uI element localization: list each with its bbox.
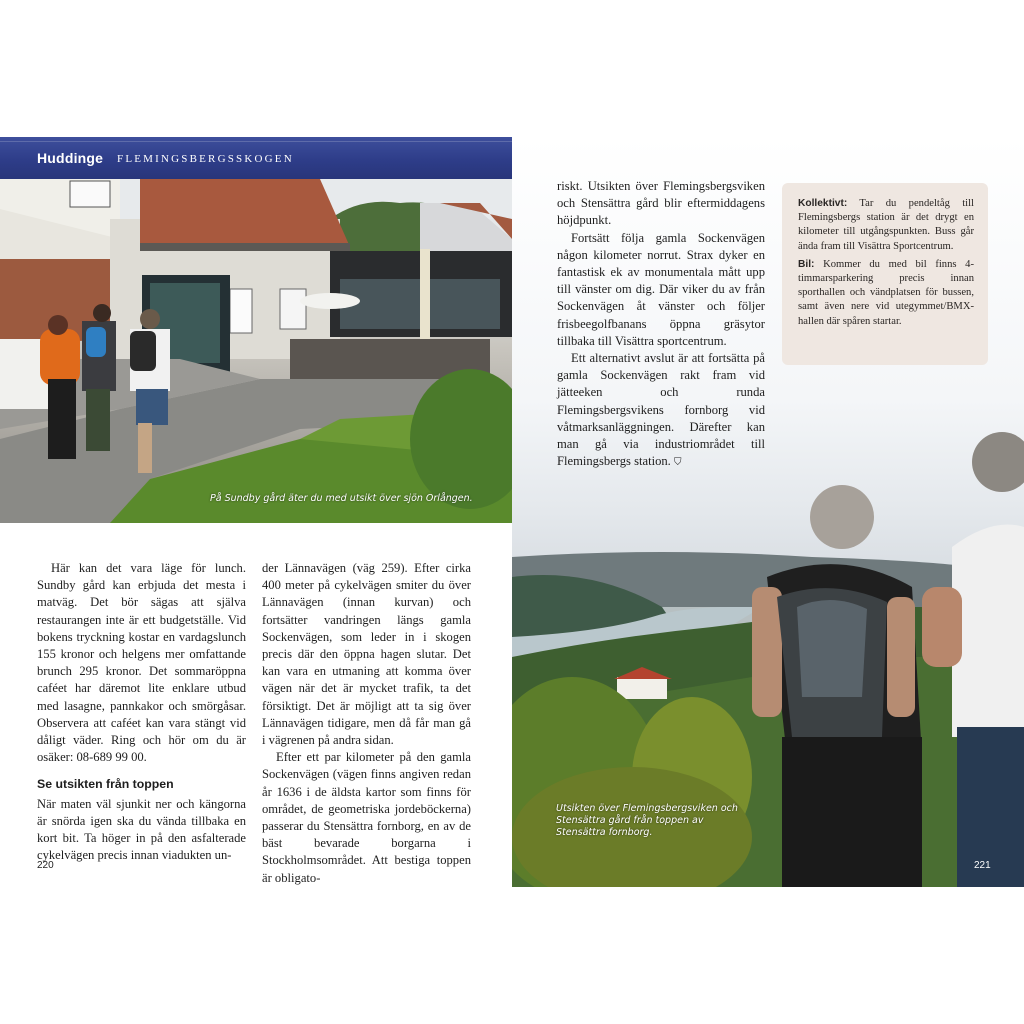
paragraph: När maten väl sjunkit ner och kängorna är snörda igen ska du vända tillbaka en kort bit. Ta höger in på den asfalterade cykelvägen precis innan viadukten un- [37, 796, 246, 863]
paragraph: Fortsätt följa gamla Sockenvägen någon kilometer norrut. Strax dyker en fantastisk ek av monumentala mått upp till vänster om dig. Där viker du av från Sockenvägen åt vänster och följer frisbeegolfbanans öppna gräsytor tillbaka till Visättra sportcentrum. [557, 230, 765, 348]
right-page [512, 137, 1024, 887]
header-place: Huddinge [37, 150, 104, 166]
right-photo-caption: Utsikten över Flemingsbergsviken och Stensättra gård från toppen av Stensättra fornborg. [556, 803, 738, 838]
section-heading: Se utsikten från toppen [37, 777, 174, 792]
info-transit-label: Kollektivt: [798, 198, 848, 209]
info-transit [798, 197, 974, 254]
info-car [798, 258, 974, 329]
page-number-left: 220 [37, 860, 54, 871]
paragraph: riskt. Utsikten över Flemingsbergsviken och Stensättra gård blir eftermiddagens höjdpunkt. [557, 179, 765, 228]
paragraph: der Lännavägen (väg 259). Efter cirka 400 meter på cykelvägen smiter du över Lännavägen (innan kurvan) och fortsätter vandringen längs gamla Sockenvägen, som leder in i skogen precis där den öppna hagen slutar. Det kan vara en utmaning att komma över vägen när det är mycket trafik, ta det försiktigt. Det är möjligt att ta sig över Lännavägen tidigare, men då får man gå i vägrenen på andra sidan. [262, 561, 471, 748]
paragraph-text: Ett alternativt avslut är att fortsätta på gamla Sockenvägen rakt fram vid jätteeken och runda Flemingsbergsvikens fornborg vid våtmarksanläggningen. Därefter kan man gå via industriområdet till Flemingsbergs station. [557, 351, 765, 469]
chapter-header [0, 137, 512, 179]
info-transit-text: Tar du pendeltåg till Flemingsbergs station är det drygt en kilometer till utgångspunkten. Buss går ända fram till Visättra Sportcentrum. [798, 198, 974, 252]
header-section: FLEMINGSBERGSSKOGEN [117, 153, 294, 165]
left-page [0, 137, 512, 887]
paragraph [557, 350, 765, 471]
info-car-text: Kommer du med bil finns 4-timmarsparkering precis innan sporthallen och vändplatsen för bussen, samt även nere vid utegymmet/BMX-hallen där spåren startar. [798, 258, 974, 327]
left-text-column-2 [262, 560, 471, 887]
sundby-photo-illustration [0, 179, 512, 523]
sundby-gard-photo [0, 179, 512, 523]
page-number-right: 221 [974, 860, 991, 871]
book-spread [0, 137, 1024, 887]
paragraph: Här kan det vara läge för lunch. Sundby gård kan erbjuda det mesta i matväg. Det bör sägas att själva restaurangen inte är ett budgetställe. Vid bokens tryckning kostar en vardagslunch 155 kronor och helgens mer omfattande brunch 295 kronor. Det sommaröppna caféet har däremot lite enklare utbud med lasagne, pannkakor och smörgåsar. Observera att caféet kan vara stängt vid dåligt väder. Ring och hör om du är osäker: 08-689 99 00. [37, 561, 246, 765]
left-photo-caption: På Sundby gård äter du med utsikt över sjön Orlången. [210, 493, 473, 504]
paragraph: Efter ett par kilometer på den gamla Sockenvägen (vägen finns angiven redan år 1636 i de äldsta kartor som finns för området, de geometriska jordeböckerna) passerar du Stensättra fornborg, en av de bäst bevarade borgarna i Stockholmsområdet. Att bestiga toppen är obligato- [262, 750, 471, 885]
left-text-column-1 [37, 560, 246, 864]
info-box [782, 183, 988, 365]
hiker-figures [40, 304, 170, 473]
right-text-column [557, 178, 765, 471]
info-car-label: Bil: [798, 258, 815, 270]
end-mark-icon: ⛉ [673, 457, 682, 469]
